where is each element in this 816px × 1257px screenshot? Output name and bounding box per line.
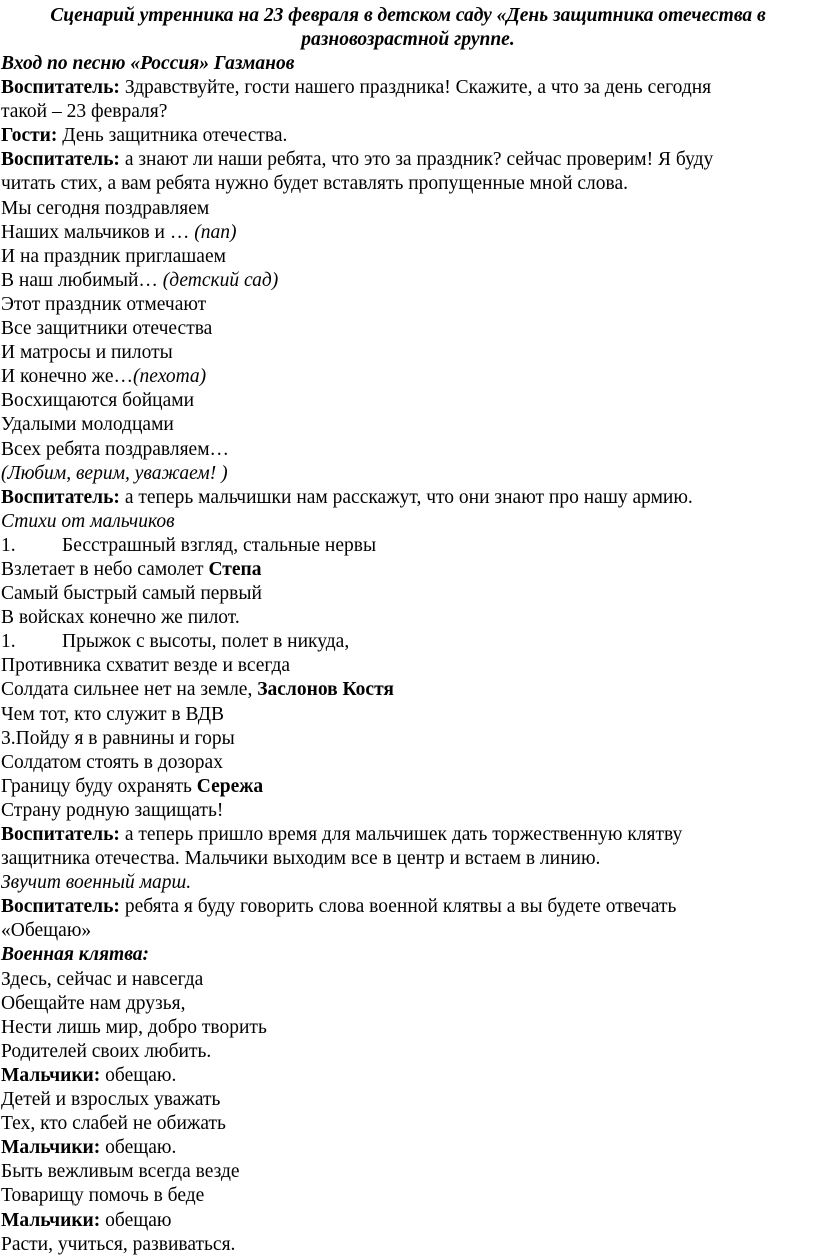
text-line [1,124,811,148]
answer-hint: (детский сад) [162,269,279,291]
line-text: Детей и взрослых уважать [1,1089,221,1111]
speaker-label: Мальчики: [1,1137,101,1159]
text-line [1,1112,811,1136]
speaker-label: Мальчики: [1,1209,101,1231]
document-body [1,52,811,1257]
line-text: Все защитники отечества [1,318,213,340]
text-line [1,654,811,678]
line-text: а теперь мальчишки нам расскажут, что они знают про нашу армию. [119,486,693,508]
text-line [1,365,811,389]
list-number: 1. [1,534,16,556]
line-text: Стихи от мальчиков [1,510,175,532]
performer-name: Сережа [196,775,264,797]
text-line [1,606,811,630]
text-line [1,534,811,558]
text-line [1,1040,811,1064]
text-line [1,245,811,269]
line-text: Солдатом стоять в дозорах [1,751,223,773]
text-line [1,269,811,293]
line-text: а знают ли наши ребята, что это за праздник? сейчас проверим! Я буду [119,149,714,171]
text-line [1,293,811,317]
text-line [1,871,811,895]
line-text: Самый быстрый самый первый [1,583,262,605]
text-line [1,172,811,196]
speaker-label: Воспитатель: [1,149,120,171]
text-line [1,510,811,534]
line-text: Товарищу помочь в беде [1,1185,205,1207]
line-text: Бесстрашный взгляд, стальные нервы [62,534,377,556]
text-line [1,1184,811,1208]
text-line [1,799,811,823]
line-text: обещаю. [100,1137,177,1159]
title-line-2: разновозрастной группе. [301,29,515,50]
text-line [1,1160,811,1184]
line-text: И на праздник приглашаем [1,245,226,267]
text-line [1,1136,811,1160]
line-text: обещаю [100,1209,172,1231]
text-line [1,968,811,992]
performer-name: Заслонов Костя [257,679,394,701]
line-text: Противника схватит везде и всегда [1,655,291,677]
line-text: Нести лишь мир, добро творить [1,1016,267,1038]
line-text: В войсках конечно же пилот. [1,607,240,629]
line-text: Всех ребята поздравляем… [1,438,230,460]
speaker-label: Воспитатель: [1,824,120,845]
text-line [1,1209,811,1233]
line-text: Прыжок с высоты, полет в никуда, [62,631,350,653]
line-text: «Обещаю» [1,920,92,942]
line-text: Этот праздник отмечают [1,293,207,315]
line-text: Тех, кто слабей не обижать [1,1113,226,1135]
text-line [1,992,811,1016]
line-text: И конечно же… [1,366,134,388]
line-text: Вход по песню «Россия» Газманов [1,53,295,74]
answer-hint: (пехота) [133,366,207,388]
text-line [1,727,811,751]
line-text: Быть вежливым всегда везде [1,1161,240,1183]
text-line [1,462,811,486]
line-text: Здравствуйте, гости нашего праздника! Скажите, а что за день сегодня [119,77,712,99]
text-line [1,1088,811,1112]
line-text: Удалыми молодцами [1,414,174,436]
text-line [1,775,811,799]
line-text: Наших мальчиков и … [1,221,195,243]
document-title [0,4,816,52]
line-text: Чем тот, кто служит в ВДВ [1,703,225,725]
text-line [1,486,811,510]
speaker-label: Воспитатель: [1,896,120,918]
line-text: Восхищаются бойцами [1,390,195,412]
line-text: Звучит военный марш. [1,872,192,894]
text-line [1,847,811,871]
answer-hint: (пап) [194,221,237,243]
text-line [1,943,811,967]
text-line [1,438,811,462]
line-text: Родителей своих любить. [1,1040,212,1062]
text-line [1,630,811,654]
text-line [1,751,811,775]
text-line [1,100,811,124]
text-line [1,582,811,606]
line-text: Здесь, сейчас и навсегда [1,968,204,990]
line-text: 3.Пойду я в равнины и горы [1,727,235,749]
line-text: обещаю. [100,1064,177,1086]
text-line [1,341,811,365]
text-line [1,895,811,919]
line-text: защитника отечества. Мальчики выходим все в центр и встаем в линию. [1,848,601,870]
line-text: В наш любимый… [1,269,163,291]
line-text: (Любим, верим, уважаем! ) [1,462,228,484]
line-text: Военная клятва: [1,944,150,966]
speaker-label: Воспитатель: [1,77,120,99]
text-line [1,678,811,702]
speaker-label: Воспитатель: [1,486,120,508]
line-text: И матросы и пилоты [1,342,173,364]
line-text: Расти, учиться, развиваться. [1,1233,236,1255]
line-text: День защитника отечества. [57,125,288,147]
text-line [1,389,811,413]
text-line [1,52,811,76]
text-line [1,76,811,100]
text-line [1,148,811,172]
speaker-label: Гости: [1,125,58,147]
line-text: а теперь пришло время для мальчишек дать торжественную клятву [119,824,683,845]
text-line [1,221,811,245]
text-line [1,919,811,943]
text-line [1,413,811,437]
text-line [1,317,811,341]
text-line [1,1064,811,1088]
list-number: 1. [1,631,16,653]
line-text: читать стих, а вам ребята нужно будет вставлять пропущенные мной слова. [1,173,628,195]
line-text: Обещайте нам друзья, [1,992,186,1014]
text-line [1,1233,811,1257]
line-text: Границу буду охранять [1,775,197,797]
line-text: ребята я буду говорить слова военной клятвы а вы будете отвечать [119,896,677,918]
text-line [1,703,811,727]
line-text: Страну родную защищать! [1,799,224,821]
line-text: Взлетает в небо самолет [1,558,209,580]
line-text: Солдата сильнее нет на земле, [1,679,258,701]
line-text: такой – 23 февраля? [1,101,168,123]
text-line [1,558,811,582]
performer-name: Степа [208,558,262,580]
title-line-1: Сценарий утренника на 23 февраля в детском саду «День защитника отечества в [50,5,766,26]
line-text: Мы сегодня поздравляем [1,197,210,219]
text-line [1,197,811,221]
text-line [1,1016,811,1040]
text-line [1,823,811,847]
speaker-label: Мальчики: [1,1064,101,1086]
